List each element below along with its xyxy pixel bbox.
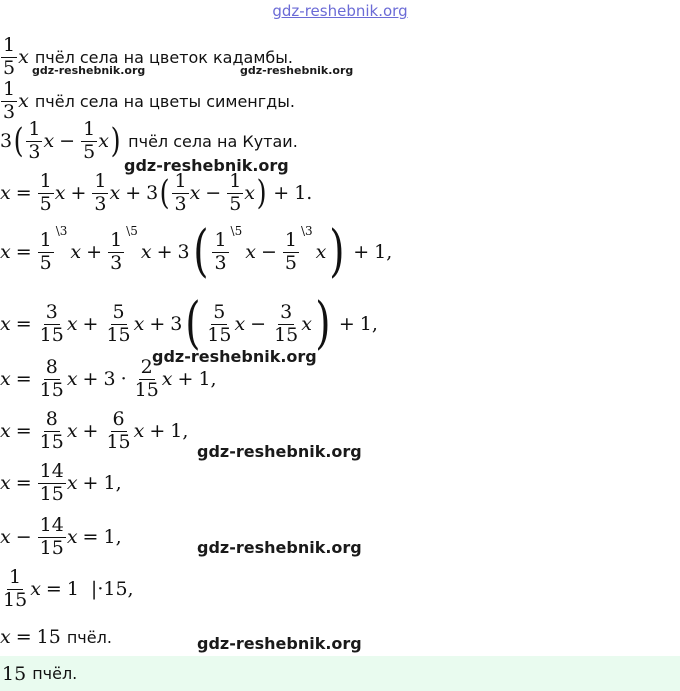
numerator: 1 [214, 228, 227, 251]
numerator: 2 [140, 356, 153, 378]
unit-text: пчёл. [66, 627, 112, 647]
comma: , [127, 578, 134, 601]
equation-1 [0, 172, 312, 215]
coef-3: 3 [146, 182, 159, 205]
numerator: 1 [229, 170, 242, 192]
plus: + [156, 241, 173, 263]
var-x: x [0, 182, 11, 205]
fraction-2-15 [133, 358, 161, 401]
equals: = [15, 626, 32, 648]
denominator: 15 [106, 323, 131, 346]
plus: + [353, 241, 370, 263]
numerator: 5 [112, 300, 125, 323]
var-x: x [133, 313, 145, 335]
statement-text-1: пчёл села на цветок кадамбы. [34, 47, 294, 67]
var-x: x [18, 46, 29, 69]
fraction-3-15 [272, 300, 300, 346]
constant-1: 1 [103, 472, 116, 495]
fraction-8-15 [38, 410, 66, 453]
numerator: 3 [280, 300, 293, 323]
numerator: 1 [284, 228, 297, 251]
coef-3: 3 [0, 130, 13, 153]
var-x: x [161, 368, 173, 391]
coef-3: 3 [177, 241, 190, 263]
coef-3: 3 [170, 313, 183, 335]
fraction-1-5 [38, 172, 54, 215]
var-x: x [0, 241, 11, 263]
watermark: gdz-reshebnik.org [197, 442, 362, 461]
equation-4 [0, 358, 217, 401]
numerator: 1 [83, 118, 96, 140]
equation-8 [0, 568, 134, 611]
numerator: 6 [112, 408, 125, 430]
paren-left: ( [13, 121, 24, 162]
var-x: x [0, 313, 11, 335]
paren-left: ( [192, 219, 209, 284]
equals: = [15, 182, 32, 205]
constant-1: 1 [103, 526, 116, 549]
fraction-5-15 [205, 300, 233, 346]
denominator: 3 [174, 192, 187, 215]
minus: − [205, 182, 222, 205]
value-15: 15 [36, 626, 61, 648]
numerator: 1 [3, 34, 16, 56]
denominator: 15 [39, 430, 64, 453]
watermark: gdz-reshebnik.org [197, 538, 362, 557]
paren-right: ) [329, 219, 345, 284]
denominator: 15 [3, 588, 28, 611]
fraction-1-3 [212, 228, 228, 274]
equation-result [0, 626, 112, 648]
var-x: x [70, 241, 82, 263]
constant-1: 1 [66, 578, 79, 601]
paren-right: ) [256, 173, 267, 214]
var-x: x [0, 472, 11, 495]
comma: , [115, 472, 122, 495]
denominator: 3 [28, 140, 41, 163]
plus: + [338, 313, 355, 335]
answer-box [0, 656, 680, 691]
numerator: 1 [3, 78, 16, 100]
fraction-1-3 [92, 172, 108, 215]
denominator: 3 [214, 251, 227, 274]
plus: + [273, 182, 290, 205]
minus: − [260, 241, 277, 263]
numerator: 1 [39, 228, 52, 251]
minus: − [59, 130, 76, 153]
comma: , [386, 241, 393, 263]
var-x: x [133, 420, 145, 443]
var-x: x [0, 420, 11, 443]
minus: − [250, 313, 267, 335]
numerator: 8 [45, 356, 58, 378]
numerator: 1 [28, 118, 41, 140]
paren-left: ( [185, 291, 201, 356]
statement-text-3: пчёл села на Кутаи. [128, 131, 298, 151]
multiplier-superscript: \3 [300, 224, 313, 238]
fraction-1-3 [172, 172, 188, 215]
period: . [306, 182, 313, 205]
equation-2 [0, 219, 393, 284]
plus: + [149, 313, 166, 335]
numerator: 14 [39, 514, 64, 536]
numerator: 5 [213, 300, 226, 323]
multiplier-superscript: \5 [126, 224, 138, 238]
numerator: 1 [39, 170, 52, 192]
var-x: x [245, 241, 256, 263]
denominator: 3 [110, 251, 123, 274]
constant-1: 1 [359, 313, 372, 335]
bar: | [90, 578, 98, 601]
constant-1: 1 [170, 420, 183, 443]
numerator: 1 [174, 170, 187, 192]
fraction-1-3 [1, 80, 17, 123]
equals: = [82, 526, 99, 549]
numerator: 1 [9, 566, 22, 588]
equals: = [15, 313, 32, 335]
var-x: x [43, 130, 55, 153]
answer-unit: пчёл. [32, 664, 78, 683]
denominator: 15 [39, 536, 64, 559]
numerator: 8 [45, 408, 58, 430]
plus: + [82, 368, 99, 391]
equation-7 [0, 516, 122, 559]
equals: = [45, 578, 62, 601]
numerator: 14 [39, 460, 64, 482]
comma: , [210, 368, 217, 391]
equals: = [15, 472, 32, 495]
line-2 [0, 80, 295, 123]
denominator: 15 [39, 378, 64, 401]
coef-3: 3 [103, 368, 116, 391]
plus: + [82, 313, 99, 335]
comma: , [115, 526, 122, 549]
var-x: x [140, 241, 152, 263]
fraction-1-5 [283, 228, 299, 274]
plus: + [86, 241, 103, 263]
paren-right: ) [315, 291, 331, 356]
constant-1: 1 [374, 241, 387, 263]
constant-1: 1 [198, 368, 211, 391]
fraction-5-15 [104, 300, 132, 346]
multiplier-superscript: \5 [230, 224, 243, 238]
minus: − [15, 526, 32, 549]
equation-5 [0, 410, 188, 453]
times-dot: · [120, 368, 127, 391]
answer-value: 15 [2, 662, 27, 685]
fraction-8-15 [38, 358, 66, 401]
statement-text-2: пчёл села на цветы сименгды. [34, 91, 295, 111]
denominator: 3 [3, 100, 16, 123]
var-x: x [301, 313, 312, 335]
watermark: gdz-reshebnik.org [197, 634, 362, 653]
fraction-1-15 [1, 568, 29, 611]
fraction-1-5 [81, 120, 97, 163]
plus: + [70, 182, 87, 205]
var-x: x [54, 182, 66, 205]
var-x: x [109, 182, 121, 205]
plus: + [82, 472, 99, 495]
watermark: gdz-reshebnik.org [240, 64, 354, 77]
fraction-6-15 [104, 410, 132, 453]
multiplier-superscript: \3 [55, 224, 68, 238]
denominator: 5 [284, 251, 297, 274]
equals: = [15, 241, 32, 263]
var-x: x [0, 526, 11, 549]
var-x: x [315, 241, 327, 263]
denominator: 15 [39, 323, 64, 346]
denominator: 15 [106, 430, 131, 453]
var-x: x [98, 130, 109, 153]
var-x: x [66, 526, 78, 549]
var-x: x [66, 368, 78, 391]
comma: , [371, 313, 378, 335]
fraction-1-5 [1, 36, 17, 79]
var-x: x [244, 182, 256, 205]
denominator: 5 [83, 140, 96, 163]
paren-right: ) [110, 121, 121, 162]
fraction-1-5 [38, 228, 54, 274]
fraction-14-15 [38, 516, 66, 559]
denominator: 5 [39, 251, 52, 274]
numerator: 1 [110, 228, 123, 251]
fraction-1-5 [227, 172, 243, 215]
denominator: 5 [229, 192, 242, 215]
equation-6 [0, 462, 122, 505]
var-x: x [0, 368, 11, 391]
denominator: 15 [39, 482, 64, 505]
numerator: 3 [45, 300, 58, 323]
var-x: x [66, 313, 78, 335]
watermark: gdz-reshebnik.org [124, 156, 289, 175]
fraction-14-15 [38, 462, 66, 505]
fraction-1-3 [108, 228, 124, 274]
plus: + [149, 420, 166, 443]
denominator: 15 [134, 378, 159, 401]
fraction-1-3 [26, 120, 42, 163]
var-x: x [66, 472, 78, 495]
numerator: 1 [94, 170, 107, 192]
constant-1: 1 [294, 182, 307, 205]
multiply-by-15: ·15 [97, 578, 128, 601]
equals: = [15, 368, 32, 391]
var-x: x [18, 90, 29, 113]
watermark: gdz-reshebnik.org [152, 347, 317, 366]
var-x: x [0, 626, 11, 648]
plus: + [82, 420, 99, 443]
equation-3 [0, 291, 378, 356]
denominator: 3 [94, 192, 107, 215]
var-x: x [189, 182, 201, 205]
paren-left: ( [159, 173, 170, 214]
watermark: gdz-reshebnik.org [32, 64, 146, 77]
denominator: 15 [274, 323, 299, 346]
site-header-link[interactable]: gdz-reshebnik.org [272, 2, 408, 20]
fraction-3-15 [38, 300, 66, 346]
equals: = [15, 420, 32, 443]
denominator: 15 [207, 323, 232, 346]
comma: , [182, 420, 189, 443]
plus: + [125, 182, 142, 205]
denominator: 5 [39, 192, 52, 215]
plus: + [177, 368, 194, 391]
var-x: x [30, 578, 41, 601]
var-x: x [234, 313, 246, 335]
var-x: x [66, 420, 78, 443]
denominator: 5 [3, 56, 16, 79]
